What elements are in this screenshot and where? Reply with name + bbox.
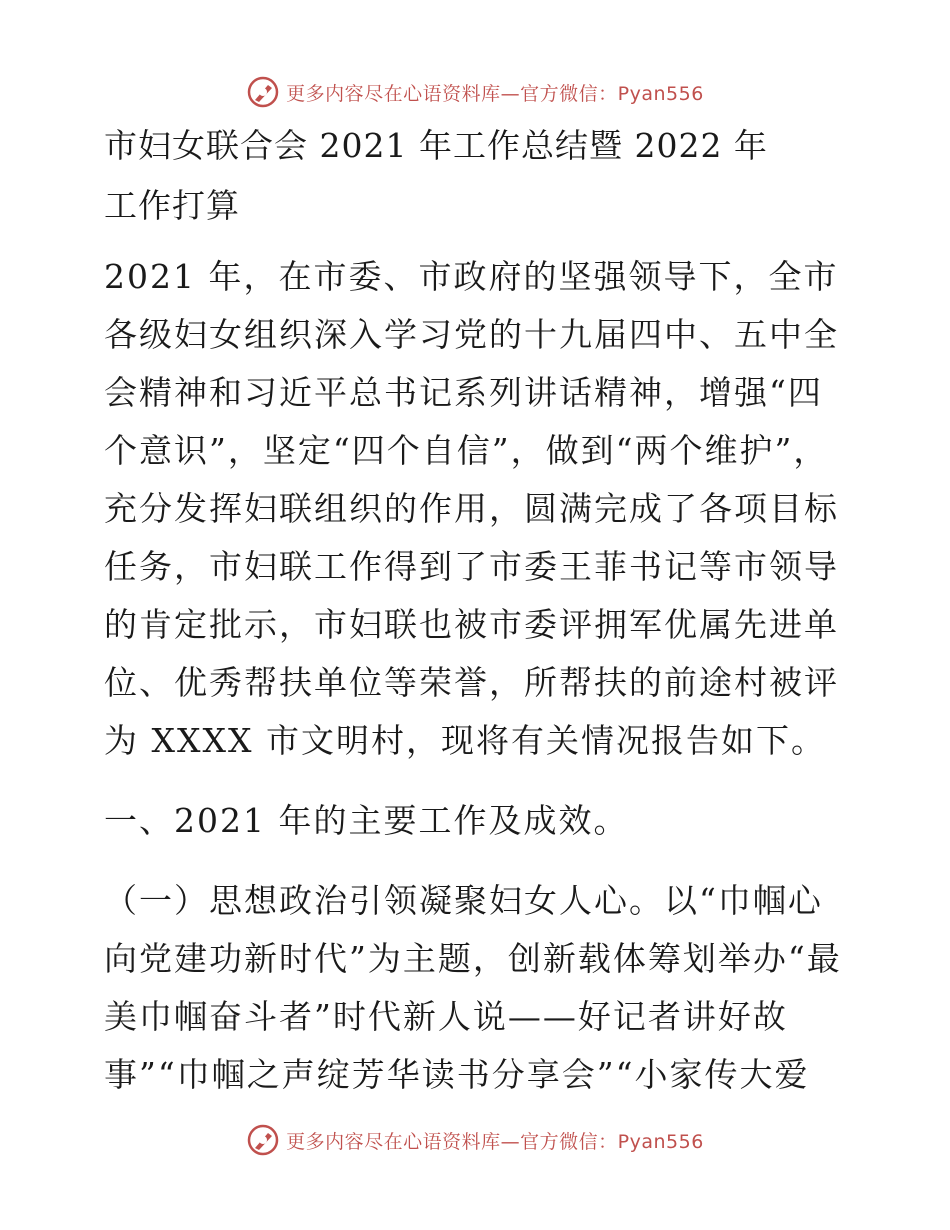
header-watermark-banner <box>0 72 950 112</box>
document-title-line1: 市妇女联合会 2021 年工作总结暨 2022 年 <box>104 126 768 165</box>
pen-logo-icon <box>246 1123 280 1157</box>
watermark-text: 更多内容尽在心语资料库—官方微信：Pyan556 <box>286 1130 704 1153</box>
subsection-paragraph-1: （一）思想政治引领凝聚妇女人心。以“巾帼心向党建功新时代”为主题，创新载体筹划举办“最美巾帼奋斗者”时代新人说——好记者讲好故事”“巾帼之声绽芳华读书分享会”“小家传大爱 <box>104 881 842 1094</box>
document-title-line2: 工作打算 <box>104 186 240 225</box>
intro-paragraph: 2021 年，在市委、市政府的坚强领导下，全市各级妇女组织深入学习党的十九届四中、五中全会精神和习近平总书记系列讲话精神，增强“四个意识”，坚定“四个自信”，做到“两个维护”，充分发挥妇联组织的作用，圆满完成了各项目标任务，市妇联工作得到了市委王菲书记等市领导的肯定批示，市妇联也被市委评拥军优属先进单位、优秀帮扶单位等荣誉，所帮扶的前途村被评为 XXXX 市文明村，现将有关情况报告如下。 <box>104 257 839 760</box>
pen-logo-icon <box>246 75 280 109</box>
section-heading-1: 一、2021 年的主要工作及成效。 <box>104 801 629 840</box>
document-body <box>104 124 856 1104</box>
watermark-text: 更多内容尽在心语资料库—官方微信：Pyan556 <box>286 82 704 105</box>
footer-watermark-banner <box>0 1120 950 1160</box>
